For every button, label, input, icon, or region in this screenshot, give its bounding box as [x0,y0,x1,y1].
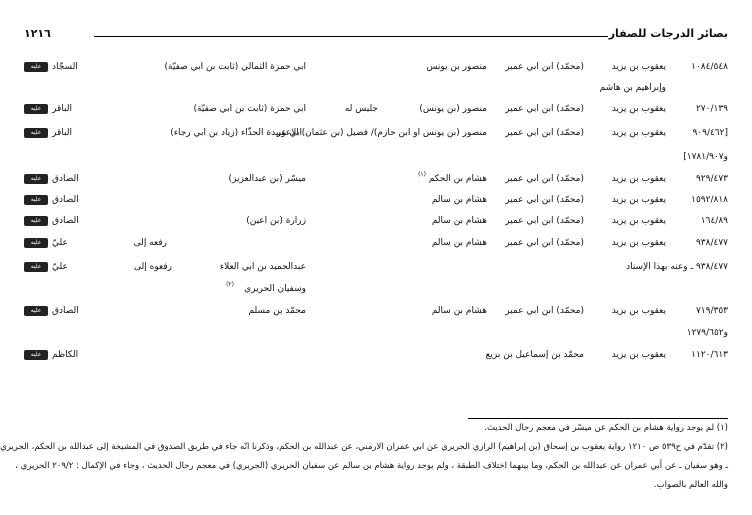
imam-name: عليّ [52,238,68,248]
footnote-2-end: والله العالم بالصواب. [653,480,728,490]
narrator-3: منصور (بن يونس او ابن حازم)/ فضيل (بن عثمان) الاعور [276,128,487,138]
narrator-2: (محمّد) ابن ابي عمير [505,216,584,226]
hadith-number: ٩٢٩/٤٧٣ [695,174,728,184]
narrator-2: محمّد بن إسماعيل بن بزيع [485,350,584,360]
hadith-number: ٩٣٨/٤٧٧ [695,238,728,248]
narrator-2: (محمّد) ابن ابي عمير [505,104,584,114]
hadith-number: ٧١٩/٣٥٣ [695,306,728,316]
narrator-1: يعقوب بن يزيد [611,306,666,316]
narrator-3: هشام بن سالم [431,216,487,226]
narrator-1: يعقوب بن يزيد [611,174,666,184]
footnote-marker: (٢) [226,281,234,288]
narrator-1: وإبراهيم بن هاشم [599,83,666,93]
imam-name: الباقر [52,104,72,114]
narrator-1: يعقوب بن يزيد [611,238,666,248]
narrator-2: (محمّد) ابن ابي عمير [505,238,584,248]
imam-name: الصادق [52,216,79,226]
narrator-1: يعقوب بن يزيد [611,104,666,114]
page-number: ١٢١٦ [24,27,51,40]
salutation-seal-icon: عليه السلام [24,350,48,360]
narrator-4: ابي عبيدة الحذّاء (زياد بن ابي رجاء) [170,128,302,138]
footnote-marker: (١) [418,171,426,178]
salutation-seal-icon: عليه السلام [24,238,48,248]
imam-name: الصادق [52,306,79,316]
footnote-1: (١) لم يوجد رواية هشام بن الحكم عن ميسّر في معجم رجال الحديث. [484,423,728,433]
narrator-3: منصور (بن يونس) [419,104,487,114]
narrator-2: (محمّد) ابن ابي عمير [505,62,584,72]
narrator-4: ابي حمزة (ثابت بن ابي صفيّة) [193,104,306,114]
salutation-seal-icon: عليه السلام [24,306,48,316]
salutation-seal-icon: عليه السلام [24,262,48,272]
salutation-seal-icon: عليه السلام [24,104,48,114]
narrator-1: يعقوب بن يزيد [611,62,666,72]
narrator-1: يعقوب بن يزيد [611,216,666,226]
narrator-2: (محمّد) ابن ابي عمير [505,174,584,184]
page-title: بصائر الدرجات للصفار [608,27,728,40]
narrator-4: زرارة (بن اعين) [246,216,306,226]
narrator-4: ميسّر (بن عبدالعزيز) [228,174,306,184]
narrator-1: يعقوب بن يزيد [611,350,666,360]
narrator-3: منصور بن يونس [426,62,487,72]
salutation-seal-icon: عليه السلام [24,62,48,72]
salutation-seal-icon: عليه السلام [24,128,48,138]
hadith-number: ١١٢٠/٦١٣ [691,350,728,360]
footnote-rule [468,418,728,419]
narrator-1: يعقوب بن يزيد [611,128,666,138]
narrator-4: محمّد بن مسلم [248,306,306,316]
imam-name: السجّاد [52,62,78,72]
salutation-seal-icon: عليه السلام [24,195,48,205]
salutation-seal-icon: عليه السلام [24,216,48,226]
narrator-3: هشام بن سالم [431,238,487,248]
narrator-2: (محمّد) ابن ابي عمير [505,195,584,205]
narrator-4: وسفيان الحريري [244,284,306,294]
narrator-2: (محمّد) ابن ابي عمير [505,128,584,138]
hadith-number: ١٦٤/٨٩ [700,216,728,226]
imam-name: عليّ [52,262,68,272]
hadith-number: و١٢٧٩/٦٥٢ [686,328,728,338]
hadith-number: ٢٧٠/١٣٩ [695,104,728,114]
narrator-5: رفعه إلى [133,238,167,248]
narrator-3: هشام بن سالم [431,306,487,316]
salutation-seal-icon: عليه السلام [24,174,48,184]
narrator-2: (محمّد) ابن ابي عمير [505,306,584,316]
narrator-4: ابي حمزة الثمالي (ثابت بن ابي صفيّة) [164,62,306,72]
narrator-4: عبدالحميد بن ابي العلاء [219,262,306,272]
hadith-number: ١٥٩٢/٨١٨ [691,195,728,205]
footnote-2: (٢) تقدّم في ح٥٣٩ ص ١٢١٠ رواية يعقوب بن إسحاق (بن إبراهيم) الرازي الجريري عن ابي عمران الارمني، عن عبدالله بن الحكم، وذكرنا انّه جاء في طريق الصدوق في المشيخة إلى عبدالله بن الحكم، الجريري [0,442,728,452]
narrator-5: رفعوه إلى [134,262,172,272]
hadith-number: [٩٠٩/٤٦٢ [692,128,728,138]
header-rule [94,36,608,37]
narrator-1: يعقوب بن يزيد [611,195,666,205]
footnote-2-cont: ـ وهو سفيان ـ عن أبي عمران عن عبدالله بن الحكم، وما بينهما اختلاف الطبقة ، ولم يوجد رواية هشام بن سالم عن سفيان الحريري (الجريري) في معجم رجال الحديث ، وجاء في الإكمال : ٢٠٩/٢ الحريري ، [15,461,728,471]
imam-name: الكاظم [52,350,79,360]
narrator-3: هشام بن سالم [431,195,487,205]
narrator-3b: جليس له [344,104,378,114]
imam-name: الباقر [52,128,72,138]
imam-name: الصادق [52,195,79,205]
hadith-number: ٩٣٨/٤٧٧ ـ وعنه بهذا الإسناد [626,262,728,272]
imam-name: الصادق [52,174,79,184]
narrator-3: هشام بن الحكم [428,174,487,184]
hadith-number: ١٠٨٤/٥٤٨ [691,62,728,72]
hadith-number: و١٧٨١/٩٠٧] [683,152,728,162]
